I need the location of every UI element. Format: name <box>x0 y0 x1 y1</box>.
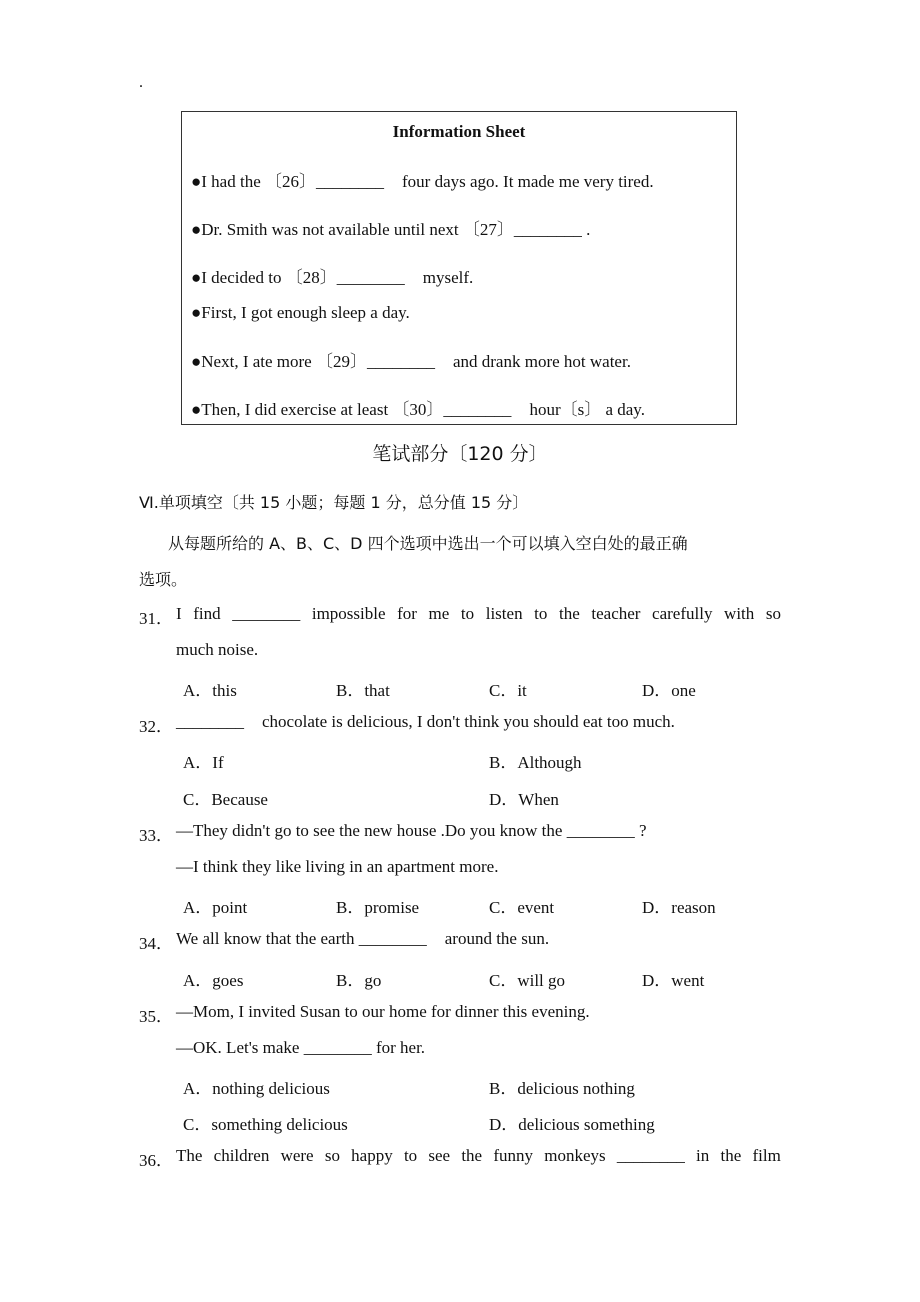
option-c: C．event <box>489 898 555 917</box>
question-stem: The children were so happy to see the funny monkeys ________ in the film <box>176 1146 781 1165</box>
info-line: ●I decided to 〔28〕________ myself. <box>191 268 474 287</box>
option-d: D．went <box>642 971 705 990</box>
question-stem: ________ chocolate is delicious, I don't think you should eat too much. <box>176 712 675 731</box>
option-a: A．If <box>183 753 224 772</box>
info-line: ●Then, I did exercise at least 〔30〕________ hour〔s〕 a day. <box>191 400 645 419</box>
option-c: C．it <box>489 681 527 700</box>
question-stem: —They didn't go to see the new house .Do you know the ________ ? <box>176 821 647 840</box>
option-b: B．delicious nothing <box>489 1079 635 1098</box>
question-number: 35． <box>139 1007 173 1026</box>
section-title: 笔试部分〔120 分〕 <box>372 443 548 465</box>
option-c: C．something delicious <box>183 1115 348 1134</box>
option-b: B．Although <box>489 753 582 772</box>
info-line: ●Dr. Smith was not available until next 〔27〕________ . <box>191 220 591 239</box>
question-number: 36． <box>139 1151 173 1170</box>
option-a: A．goes <box>183 971 244 990</box>
option-c: C．Because <box>183 790 268 809</box>
question-stem: We all know that the earth ________ around the sun. <box>176 929 550 948</box>
info-line: ●Next, I ate more 〔29〕________ and drank more hot water. <box>191 352 631 371</box>
option-b: B．go <box>336 971 382 990</box>
question-stem: —Mom, I invited Susan to our home for dinner this evening. <box>176 1002 590 1021</box>
question-stem: I find ________ impossible for me to listen to the teacher carefully with so <box>176 604 781 623</box>
option-d: D．one <box>642 681 696 700</box>
question-stem-cont: —OK. Let's make ________ for her. <box>176 1038 426 1057</box>
question-number: 33． <box>139 826 173 845</box>
option-d: D．When <box>489 790 559 809</box>
question-number: 34． <box>139 934 173 953</box>
option-a: A．nothing delicious <box>183 1079 330 1098</box>
question-stem-cont: —I think they like living in an apartment more. <box>176 857 499 876</box>
option-d: D．reason <box>642 898 716 917</box>
part6-instruction: 从每题所给的 A、B、C、D 四个选项中选出一个可以填入空白处的最正确 <box>168 534 688 553</box>
info-sheet-title: Information Sheet <box>392 122 526 141</box>
info-line: ●First, I got enough sleep a day. <box>191 303 410 322</box>
page-marker: . <box>139 74 143 91</box>
part6-instruction-cont: 选项。 <box>139 570 188 589</box>
information-sheet-box <box>181 111 737 425</box>
option-c: C．will go <box>489 971 566 990</box>
option-a: A．this <box>183 681 237 700</box>
question-stem-cont: much noise. <box>176 640 259 659</box>
option-d: D．delicious something <box>489 1115 655 1134</box>
option-b: B．promise <box>336 898 420 917</box>
option-a: A．point <box>183 898 248 917</box>
question-number: 31． <box>139 609 173 628</box>
part6-heading: Ⅵ.单项填空〔共 15 小题；每题 1 分，总分值 15 分〕 <box>139 493 529 512</box>
option-b: B．that <box>336 681 390 700</box>
info-line: ●I had the 〔26〕________ four days ago. It made me very tired. <box>191 172 654 191</box>
question-number: 32． <box>139 717 173 736</box>
